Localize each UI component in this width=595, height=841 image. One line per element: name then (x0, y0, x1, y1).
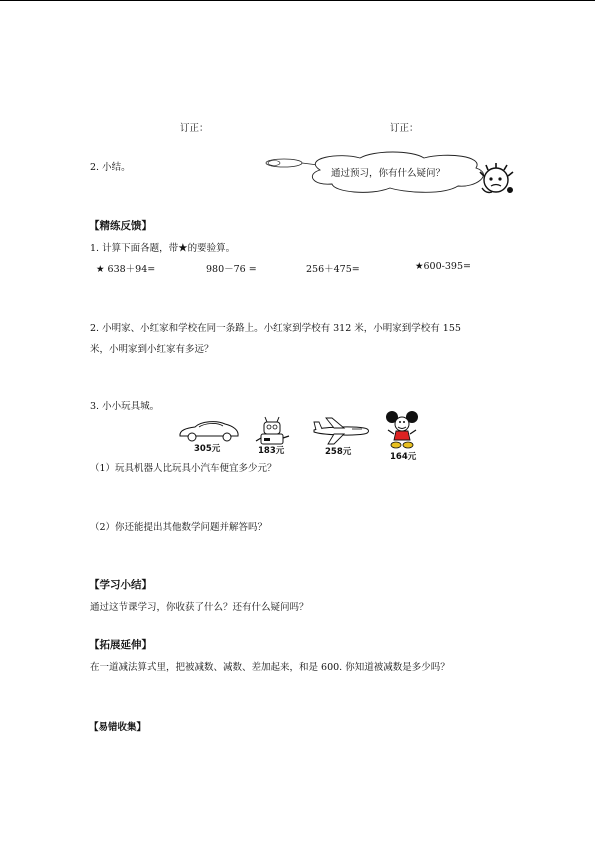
q1-text: 1. 计算下面各题，带★的要验算。 (90, 243, 236, 254)
q2-line-1: 2. 小明家、小红家和学校在同一条路上。小红家到学校有 312 米，小明家到学校有 155 (90, 323, 461, 334)
q1-item-3: 256＋475= (306, 264, 360, 275)
extension-heading: 【拓展延伸】 (89, 639, 152, 651)
q3-text: 3. 小小玩具城。 (90, 401, 160, 412)
correction-label-left: 订正： (180, 123, 209, 134)
q3-sub-1: （1）玩具机器人比玩具小汽车便宜多少元？ (90, 463, 277, 474)
airplane-price: 258元 (325, 447, 352, 457)
mistakes-heading: 【易错收集】 (89, 722, 147, 733)
q1-item-4: ★600-395= (415, 261, 471, 272)
airplane-icon (312, 416, 372, 446)
extension-text: 在一道减法算式里，把被减数、减数、差加起来，和是 600. 你知道被减数是多少吗？ (90, 662, 450, 673)
mickey-icon (384, 410, 420, 450)
thinking-boy-icon (476, 162, 516, 198)
study-summary-text: 通过这节课学习，你收获了什么？还有什么疑问吗？ (90, 602, 309, 613)
study-summary-heading: 【学习小结】 (89, 579, 152, 591)
car-icon (177, 418, 241, 444)
q3-sub-2: （2）你还能提出其他数学问题并解答吗？ (90, 522, 268, 533)
car-price: 305元 (194, 444, 221, 454)
q1-item-2: 980－76 = (206, 264, 257, 275)
practice-heading: 【精练反馈】 (89, 220, 152, 232)
mickey-price: 164元 (390, 452, 417, 462)
page-top-rule (0, 0, 595, 1)
summary-label: 2. 小结。 (90, 162, 131, 173)
robot-price: 183元 (258, 446, 285, 456)
q1-item-1: ★ 638＋94= (96, 264, 156, 275)
q2-line-2: 米，小明家到小红家有多远？ (90, 344, 214, 355)
thought-bubble-text: 通过预习，你有什么疑问？ (331, 168, 446, 179)
correction-label-right: 订正： (390, 123, 419, 134)
